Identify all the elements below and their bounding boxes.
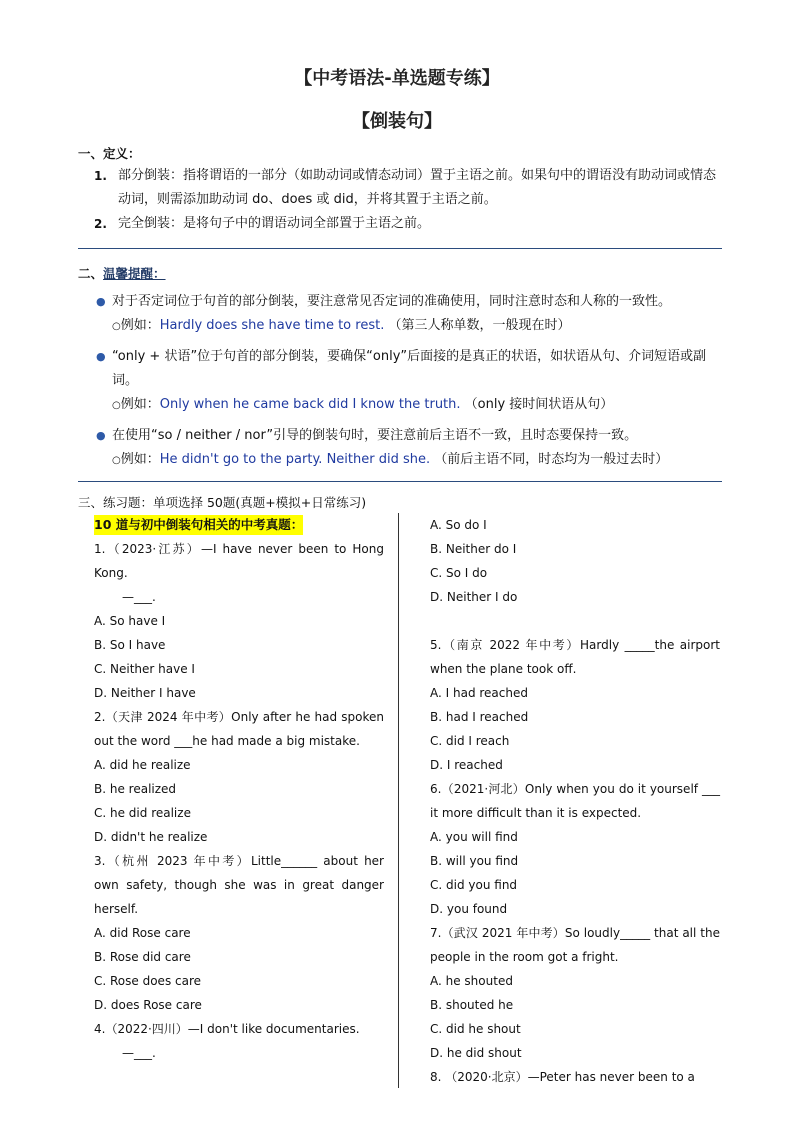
option[interactable]: A. did Rose care: [94, 926, 191, 940]
question-4: [94, 1017, 384, 1065]
definition-item-1: [94, 164, 724, 212]
page-title: 【中考语法-单选题专练】: [294, 68, 500, 89]
item-text: 部分倒装：指将谓语的一部分（如助动词或情态动词）置于主语之前。如果句中的谓语没有助动词或情态动词，则需添加助动词 do、does 或 did，并将其置于主语之前。: [118, 168, 717, 207]
option[interactable]: D. Neither I have: [94, 686, 196, 700]
tip-example: [112, 448, 721, 473]
question-5: [430, 633, 720, 777]
option[interactable]: A. So do I: [430, 518, 487, 532]
question-3: [94, 849, 384, 1017]
circle-bullet-icon: ○: [112, 400, 121, 411]
divider: [78, 248, 722, 249]
option[interactable]: C. he did realize: [94, 806, 191, 820]
option[interactable]: C. did he shout: [430, 1022, 521, 1036]
tip-text: 在使用“so / neither / nor”引导的倒装句时，要注意前后主语不一致，且时态要保持一致。: [112, 428, 638, 443]
questions-right-column: [430, 513, 720, 1089]
tip-item-1: [96, 290, 721, 339]
bullet-icon: ●: [96, 295, 106, 308]
option[interactable]: B. had I reached: [430, 710, 529, 724]
option[interactable]: A. did he realize: [94, 758, 191, 772]
option[interactable]: D. I reached: [430, 758, 503, 772]
example-note: （only 接时间状语从句）: [464, 397, 614, 412]
question-6: [430, 777, 720, 921]
tip-example: [112, 393, 721, 418]
spacer: [430, 609, 720, 633]
tip-item-3: [96, 424, 721, 473]
option[interactable]: A. I had reached: [430, 686, 528, 700]
option[interactable]: C. did you find: [430, 878, 518, 892]
question-reply: —___.: [122, 1046, 156, 1060]
bullet-icon: ●: [96, 429, 106, 442]
definition-item-2: [94, 212, 724, 236]
circle-bullet-icon: ○: [112, 321, 121, 332]
item-text: 完全倒装：是将句子中的谓语动词全部置于主语之前。: [118, 216, 431, 231]
option[interactable]: B. Neither do I: [430, 542, 517, 556]
option[interactable]: A. he shouted: [430, 974, 513, 988]
question-8: [430, 1065, 720, 1089]
example-note: （第三人称单数，一般现在时）: [388, 318, 571, 333]
example-sentence: He didn't go to the party. Neither did she.: [159, 452, 431, 467]
option[interactable]: B. Rose did care: [94, 950, 191, 964]
circle-bullet-icon: ○: [112, 455, 121, 466]
bullet-icon: ●: [96, 350, 106, 363]
section-exercise-heading: 三、练习题：单项选择 50题(真题+模拟+日常练习): [78, 495, 367, 510]
option[interactable]: D. you found: [430, 902, 508, 916]
example-note: （前后主语不同，时态均为一般过去时）: [434, 452, 669, 467]
option[interactable]: C. Neither have I: [94, 662, 195, 676]
example-label: 例如：: [120, 397, 160, 412]
item-number: 2.: [94, 217, 107, 231]
option[interactable]: B. will you find: [430, 854, 519, 868]
option[interactable]: B. he realized: [94, 782, 177, 796]
column-divider: [398, 513, 399, 1088]
question-1: [94, 537, 384, 705]
example-sentence: Only when he came back did I know the truth.: [159, 397, 461, 412]
divider: [78, 481, 722, 482]
example-sentence: Hardly does she have time to rest.: [159, 318, 385, 333]
question-4-options: [430, 513, 720, 609]
question-stem: 2.（天津 2024 年中考）Only after he had spoken out the word ___he had made a big mistake.: [94, 710, 384, 748]
option[interactable]: C. Rose does care: [94, 974, 202, 988]
question-stem: 1.（2023·江苏）—I have never been to Hong Kong.: [94, 542, 384, 580]
question-7: [430, 921, 720, 1065]
heading-prefix: 二、: [78, 266, 104, 281]
question-stem: 8. （2020·北京）—Peter has never been to a: [430, 1070, 695, 1084]
question-stem: 3.（杭州 2023 年中考）Little______ about her own safety, though she was in great danger herself.: [94, 854, 384, 916]
page-subtitle: 【倒装句】: [352, 111, 442, 132]
option[interactable]: A. you will find: [430, 830, 518, 844]
highlight-note: 10 道与初中倒装句相关的中考真题：: [94, 515, 303, 535]
option[interactable]: B. shouted he: [430, 998, 514, 1012]
question-stem: 6.（2021·河北）Only when you do it yourself ___ it more difficult than it is expected.: [430, 782, 720, 820]
option[interactable]: B. So I have: [94, 638, 166, 652]
option[interactable]: D. does Rose care: [94, 998, 202, 1012]
option[interactable]: C. So I do: [430, 566, 488, 580]
option[interactable]: C. did I reach: [430, 734, 510, 748]
question-stem: 5.（南京 2022 年中考）Hardly _____the airport when the plane took off.: [430, 638, 720, 676]
section-definition-heading: 一、定义：: [78, 146, 141, 161]
questions-left-column: [94, 513, 384, 1065]
example-label: 例如：: [120, 318, 160, 333]
question-reply: —___.: [122, 590, 156, 604]
question-stem: 7.（武汉 2021 年中考）So loudly_____ that all the people in the room got a fright.: [430, 926, 720, 964]
item-number: 1.: [94, 169, 107, 183]
question-2: [94, 705, 384, 849]
heading-label: 温馨提醒：: [103, 266, 166, 281]
option[interactable]: D. didn't he realize: [94, 830, 208, 844]
section-tips-heading: [78, 264, 166, 282]
option[interactable]: D. Neither I do: [430, 590, 518, 604]
tip-text: 对于否定词位于句首的部分倒装，要注意常见否定词的准确使用，同时注意时态和人称的一致性。: [112, 294, 672, 309]
option[interactable]: A. So have I: [94, 614, 166, 628]
question-stem: 4.（2022·四川）—I don't like documentaries.: [94, 1022, 360, 1036]
option[interactable]: D. he did shout: [430, 1046, 522, 1060]
tip-example: [112, 314, 721, 339]
example-label: 例如：: [120, 452, 160, 467]
tip-item-2: [96, 345, 721, 418]
tip-text: “only + 状语”位于句首的部分倒装，要确保“only”后面接的是真正的状语，如状语从句、介词短语或副词。: [112, 349, 707, 388]
